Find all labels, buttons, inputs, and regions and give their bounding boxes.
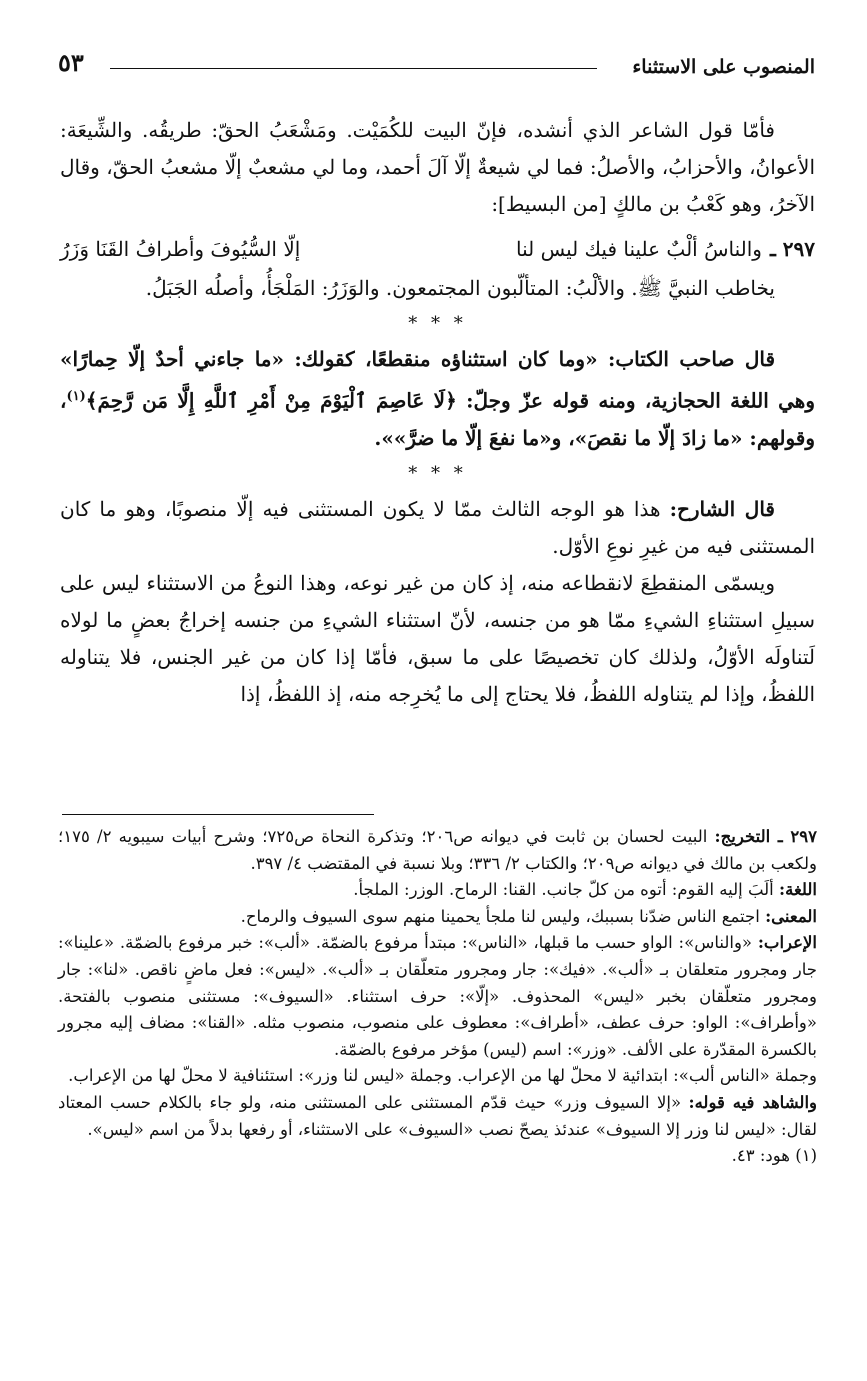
- main-text: [60, 112, 815, 713]
- paragraph-verse-gloss: يخاطب النبيَّ ﷺ. والألْبُ: المتألّبون المجتمعون. والوَزَرُ: المَلْجَأُ، وأصلُه الجَبَلُ.: [145, 276, 775, 300]
- footnote-text: البيت لحسان بن ثابت في ديوانه ص٢٠٦؛ وتذكرة النحاة ص٧٢٥؛ وشرح أبيات سيبويه ٢/ ١٧٥؛ ولكعب بن مالك في ديوانه ص٢٠٩؛ والكتاب ٢/ ٣٣٦؛ وبلا نسبة في المقتضب ٤/ ٣٩٧.: [58, 827, 817, 873]
- running-title: المنصوب على الاستثناء: [632, 56, 815, 78]
- footnote-text: ألَبَ إليه القوم: أتوه من كلّ جانب. القنا: الرماح. الوزر: الملجأ.: [353, 880, 780, 900]
- verse-second-hemistich: إلّا السُّيُوفَ وأطرافُ القَنَا وَزَرُ: [60, 237, 301, 261]
- footnote-label: والشاهد فيه قوله:: [688, 1092, 818, 1112]
- section-divider-stars: * * *: [408, 313, 467, 334]
- footnote-takhrij: [58, 824, 817, 877]
- author-quote-text: قال صاحب الكتاب: «وما كان استثناؤه منقطعًا، كقولك: «ما جاءني أحدٌ إلّا حِمارًا» وهي اللغة الحجازية، ومنه قوله عزّ وجلّ: ﴿لَا عَاصِمَ ٱلْيَوْمَ مِنْ أَمْرِ ٱللَّهِ إِلَّا مَن رَّحِمَ﴾: [60, 347, 815, 413]
- section-divider-stars: * * *: [408, 462, 467, 484]
- commentary-text: هذا هو الوجه الثالث ممّا لا يكون المستثنى فيه إلّا منصوبًا، وهو ما كان المستثنى فيه من غيرِ نوعِ الأوّل.: [60, 496, 815, 558]
- footnote-text: اجتمع الناس ضدّنا بسببك، وليس لنا ملجأ يحمينا منهم سوى السيوف والرماح.: [240, 906, 766, 926]
- footnote-text: «والناس»: الواو حسب ما قبلها، «الناس»: مبتدأ مرفوع بالضمّة. «ألب»: خبر مرفوع بالضمّة. «علينا»: جار ومجرور متعلقان بـ «ألب». «فيك»: جار ومجرور متعلّقان بـ «ألب». «ليس»: فعل ماضٍ ناقص. «لنا»: جار ومجرور متعلّقان بخبر «ليس» المحذوف. «إلّا»: حرف استثناء. «السيوف»: مستثنى منصوب بالفتحة. «وأطراف»: الواو: حرف عطف، «أطراف»: معطوف على منصوب، منصوب مثله. «القنا»: مضاف إليه مجرور بالكسرة المقدّرة على الألف. «وزر»: اسم (ليس) مؤخر مرفوع بالضمّة.: [58, 933, 817, 1059]
- footnote-label: المعنى:: [765, 906, 817, 926]
- author-quote-tail: ، وقولهم: «ما زادَ إلّا ما نقصَ»، و«ما نفعَ إلّا ما ضرَّ»».: [60, 388, 815, 450]
- paragraph-poet-note: فأمّا قول الشاعر الذي أنشده، فإنّ البيت للكُمَيْت. ومَشْعَبُ الحقّ: طريقُه. والشِّيعَة: الأعوانُ، والأحزابُ، والأصلُ: فما لي شيعةٌ إلّا آلَ أحمد، وما لي مشعبٌ إلّا مشعبُ الحقّ، وقال الآخرُ، وهو كَعْبُ بن مالكٍ [من البسيط]:: [60, 118, 815, 216]
- header-rule: [110, 68, 597, 69]
- verse-first-hemistich: والناسُ ألْبٌ علينا فيك ليس لنا: [515, 237, 762, 261]
- footnote-lugha: [58, 877, 817, 904]
- footnote-shahid: [58, 1090, 817, 1143]
- running-header: [58, 46, 815, 82]
- footnote-label: الإعراب:: [757, 933, 817, 953]
- footnote-label: اللغة:: [779, 880, 817, 900]
- paragraph-commentary: [60, 491, 815, 565]
- footnote-label: ٢٩٧ ـ التخريج:: [714, 827, 818, 846]
- verse-297: [60, 231, 815, 268]
- commentator-label: قال الشارح:: [669, 496, 775, 521]
- footnote-reference[interactable]: (١): [66, 389, 86, 404]
- footnote-maana: [58, 904, 817, 931]
- footnote-quran-ref: (١) هود: ٤٣.: [731, 1146, 817, 1166]
- paragraph-author-quote: [60, 341, 815, 457]
- page-number: ٥٣: [58, 48, 84, 77]
- footnote-jumla: وجملة «الناس ألب»: ابتدائية لا محلّ لها من الإعراب. وجملة «ليس لنا وزر»: استئنافية لا محلّ لها من الإعراب.: [68, 1066, 817, 1086]
- verse-number: ٢٩٧ ـ: [769, 237, 815, 261]
- paragraph-munqati-explanation: ويسمّى المنقطِعَ لانقطاعه منه، إذ كان من غير نوعه، وهذا النوعُ من الاستثناء ليس على سبيلِ استثناءِ الشيءِ ممّا هو من جنسه، لأنّ استثناء الشيءِ من جنسه إخراجُ بعضٍ ما لولاه لَتناولَه الأوّلُ، ولذلك كان تخصيصًا على ما سبق، فأمّا إذا كان من غير الجنس، فلا يتناوله اللفظُ، وإذا لم يتناوله اللفظُ، فلا يحتاج إلى ما يُخرِجه منه، إذ اللفظُ، إذا: [60, 570, 815, 706]
- footnote-separator: [62, 814, 374, 815]
- footnotes: [58, 824, 817, 1170]
- footnote-text: «إلا السيوف وزر» حيث قدّم المستثنى على المستثنى منه، ولو جاء بالكلام حسب المعتاد لقال: «ليس لنا وزر إلا السيوف» عندئذ يصحّ نصب «السيوف» على الاستثناء، أو رفعها بدلاً من اسم «ليس».: [58, 1092, 817, 1139]
- footnote-irab: [58, 930, 817, 1063]
